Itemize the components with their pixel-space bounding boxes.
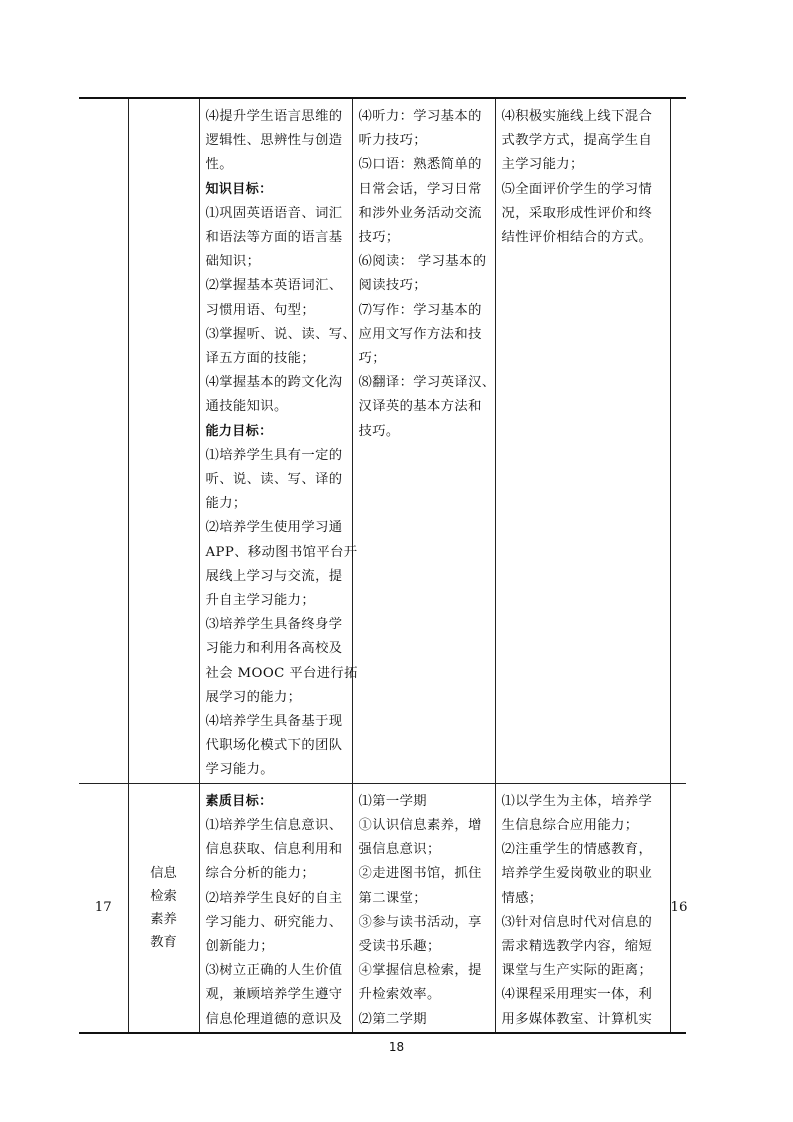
content-cell [352,783,495,1033]
page-number: 18 [388,1040,405,1054]
text-line: 听力技巧； [358,133,427,149]
text-line: ⑺写作：学习基本的 [358,302,482,318]
course-name-line: 教育 [150,934,177,950]
text-line: 创新能力； [205,938,274,954]
text-line: 课堂与生产实际的距离； [501,963,653,979]
text-line: 需求精选教学内容，缩短 [501,938,653,954]
text-line: 日常会话，学习日常 [358,181,482,197]
text-line: 听、说、读、写、译的 [205,472,343,488]
text-line: 能力； [205,496,247,512]
text-line: ①认识信息素养，增 [358,817,482,833]
text-line: 培养学生爱岗敬业的职业 [501,866,653,882]
text-line: 和涉外业务活动交流 [358,205,482,221]
text-line: ⑴培养学生信息意识、 [205,817,343,833]
table-row [79,98,686,783]
text-line: ⑵掌握基本英语词汇、 [205,278,343,294]
text-line: 习能力和利用各高校及 [205,641,343,657]
text-line: 况，采取形成性评价和终 [501,205,653,221]
text-line: ⑷掌握基本的跨文化沟 [205,375,343,391]
text-line: 技巧； [358,230,400,246]
text-line: APP、移动图书馆平台开 [205,544,358,560]
text-line: ②走进图书馆，抓住 [358,866,482,882]
goals-cell [199,98,358,783]
course-name-line: 素养 [150,911,177,927]
course-name [128,783,199,1033]
text-line: 通技能知识。 [205,399,288,415]
hours-cell [670,98,686,783]
course-name-line: 检索 [150,888,177,904]
text-line: 学习能力。 [205,762,274,778]
requirements-cell [495,783,670,1033]
text-line: ③参与读书活动，享 [358,914,482,930]
text-line: 综合分析的能力； [205,866,316,882]
text-line: 汉译英的基本方法和 [358,399,482,415]
text-line: ④掌握信息检索，提 [358,963,482,979]
text-line: 强信息意识； [358,842,441,858]
text-line: 升自主学习能力； [205,593,316,609]
text-line: 展学习的能力； [205,689,302,705]
section-heading: 知识目标： [205,181,273,197]
text-line: 受读书乐趣； [358,938,441,954]
table-row [79,783,686,1033]
text-line: 和语法等方面的语言基 [205,230,343,246]
text-line: 社会 MOOC 平台进行拓 [205,665,358,681]
text-line: 译五方面的技能； [205,351,316,367]
text-line: 性。 [205,157,233,173]
text-line: ⑷积极实施线上线下混合 [501,109,653,124]
text-line: 升检索效率。 [358,987,441,1003]
text-line: ⑹阅读： 学习基本的 [358,254,487,270]
text-line: ⑷提升学生语言思维的 [205,109,343,124]
requirements-cell [495,98,670,783]
text-line: ⑶树立正确的人生价值 [205,963,343,979]
text-line: ⑶掌握听、说、读、写、 [205,326,357,342]
section-heading: 能力目标： [205,423,273,439]
course-name [128,98,199,783]
row-number: 17 [79,783,128,1033]
text-line: ⑷培养学生具备基于现 [205,714,343,730]
section-heading: 素质目标： [205,793,273,809]
text-line: ⑴第一学期 [358,793,427,809]
content-cell [352,98,495,783]
text-line: 阅读技巧； [358,278,427,294]
text-line: 习惯用语、句型； [205,302,316,318]
text-line: 观，兼顾培养学生遵守 [205,987,343,1003]
text-line: ⑸全面评价学生的学习情 [501,181,653,197]
text-line: 技巧。 [358,423,400,439]
text-line: ⑴以学生为主体，培养学 [501,793,653,809]
text-line: 式教学方式，提高学生自 [501,133,653,149]
text-line: 逻辑性、思辨性与创造 [205,133,343,149]
text-line: 础知识； [205,254,261,270]
text-line: ⑸口语：熟悉简单的 [358,157,482,173]
text-line: 信息伦理道德的意识及 [205,1011,343,1027]
text-line: 主学习能力； [501,157,584,173]
text-line: 巧； [358,351,386,367]
text-line: ⑵第二学期 [358,1011,427,1027]
text-line: ⑻翻译：学习英译汉、 [358,375,496,391]
text-line: ⑴培养学生具有一定的 [205,447,343,463]
text-line: ⑶针对信息时代对信息的 [501,914,653,930]
text-line: 信息获取、信息利用和 [205,842,343,858]
text-line: 代职场化模式下的团队 [205,738,343,754]
text-line: ⑶培养学生具备终身学 [205,617,343,633]
text-line: ⑵注重学生的情感教育， [501,842,653,858]
hours-cell: 16 [670,783,686,1033]
text-line: 学习能力、研究能力、 [205,914,343,930]
row-number [79,98,128,783]
course-name-line: 信息 [150,865,177,881]
curriculum-table [79,97,686,1034]
text-line: ⑵培养学生使用学习通 [205,520,343,536]
text-line: 生信息综合应用能力； [501,817,639,833]
text-line: ⑷课程采用理实一体，利 [501,987,653,1003]
text-line: ⑴巩固英语语音、词汇 [205,205,343,221]
text-line: ⑵培养学生良好的自主 [205,890,343,906]
text-line: 结性评价相结合的方式。 [501,230,653,246]
text-line: ⑷听力：学习基本的 [358,109,482,124]
text-line: 用多媒体教室、计算机实 [501,1011,653,1027]
text-line: 应用文写作方法和技 [358,326,482,342]
text-line: 情感； [501,890,543,906]
goals-cell [199,783,352,1033]
text-line: 第二课堂； [358,890,427,906]
text-line: 展线上学习与交流，提 [205,568,343,584]
